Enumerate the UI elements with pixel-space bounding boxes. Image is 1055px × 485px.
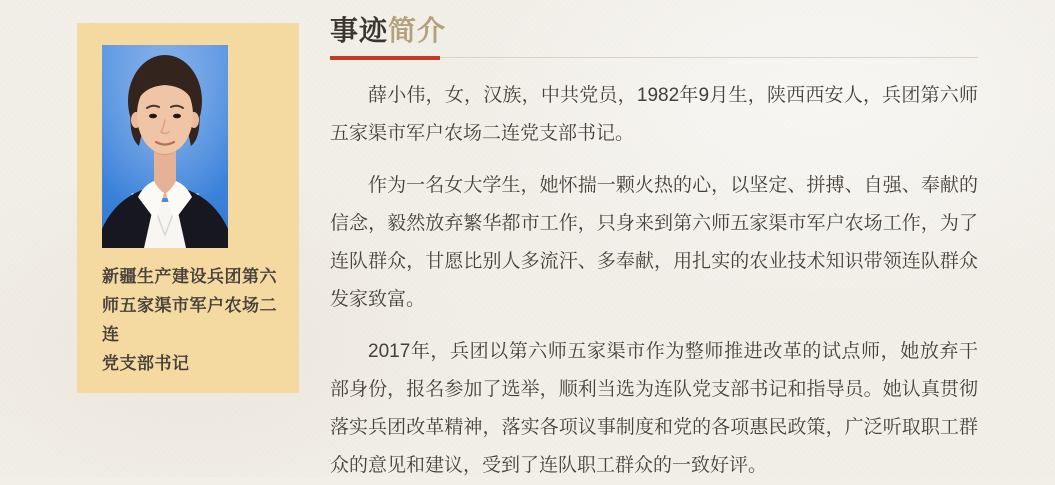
profile-card [77, 23, 299, 393]
portrait-photo [102, 45, 228, 248]
divider-line [440, 57, 978, 58]
bio-paragraph-1: 薛小伟，女，汉族，中共党员，1982年9月生，陕西西安人，兵团第六师五家渠市军户农场二连党支部书记。 [330, 85, 978, 144]
divider-accent-bar [330, 56, 440, 60]
caption-line-affiliation: 新疆生产建设兵团第六师五家渠市军户农场二连 [102, 267, 277, 344]
caption-line-role: 党支部书记 [102, 354, 190, 373]
bio-paragraph-3: 2017年，兵团以第六师五家渠市作为整师推进改革的试点师，她放弃干部身份，报名参加了选举，顺利当选为连队党支部书记和指导员。她认真贯彻落实兵团改革精神，落实各项议事制度和党的各项惠民政策，广泛听取职工群众的意见和建议，受到了连队职工群众的一致好评。 [330, 341, 978, 476]
portrait-illustration [102, 45, 228, 248]
title-divider [330, 56, 978, 60]
bio-paragraph-2: 作为一名女大学生，她怀揣一颗火热的心，以坚定、拼搏、自强、奉献的信念，毅然放弃繁华都市工作，只身来到第六师五家渠市军户农场工作，为了连队群众，甘愿比别人多流汗、多奉献，用扎实的农业技术知识带领连队群众发家致富。 [330, 175, 978, 310]
biography-section [330, 14, 978, 485]
section-title-primary: 事迹 [330, 15, 389, 46]
profile-caption [102, 262, 278, 378]
section-title [330, 14, 978, 48]
section-title-accent: 简介 [388, 15, 447, 46]
